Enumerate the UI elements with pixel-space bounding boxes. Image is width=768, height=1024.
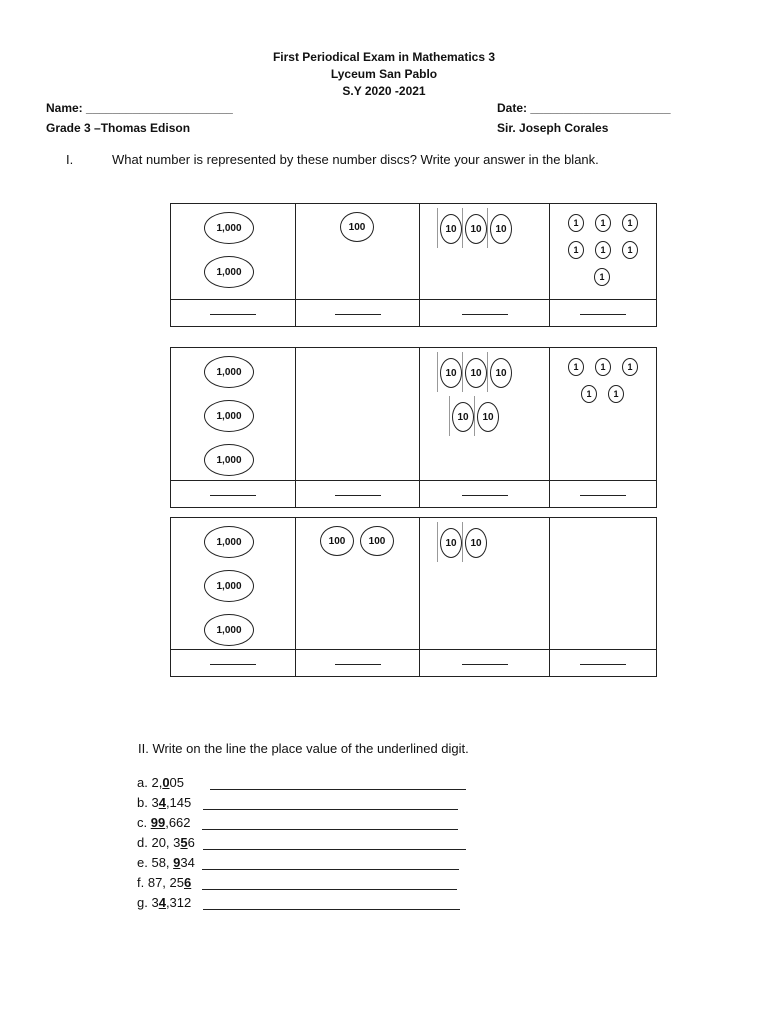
disc-1: 1 [595,241,611,259]
answer-cell-tens[interactable] [420,481,550,508]
answer-cell-tens[interactable] [420,300,550,327]
disc-table-1 [170,203,657,327]
disc-1: 1 [595,214,611,232]
disc-10: 10 [452,402,474,432]
disc-divider [437,522,438,562]
answer-line[interactable] [203,849,466,850]
underlined-digit: 99 [150,815,166,830]
answer-blank[interactable] [335,495,381,496]
underlined-digit: 4 [158,895,166,910]
disc-cell-ones [550,518,657,650]
number-prefix: 2, [151,775,163,790]
disc-1: 1 [608,385,624,403]
disc-1000: 1,000 [204,614,254,646]
number-prefix: 87, 25 [147,875,184,890]
item-letter: g. [137,895,152,910]
disc-10: 10 [440,528,462,558]
disc-10: 10 [465,214,487,244]
disc-divider [487,352,488,392]
place-value-item [137,775,184,790]
part2-instruction: II. Write on the line the place value of the underlined digit. [138,741,469,756]
disc-cell-hundreds [296,518,420,650]
answer-line[interactable] [210,789,466,790]
answer-blank[interactable] [335,314,381,315]
underlined-digit: 4 [158,795,166,810]
exam-title: First Periodical Exam in Mathematics 3 [272,50,496,64]
answer-blank[interactable] [335,664,381,665]
disc-cell-tens [420,204,550,300]
disc-cell-thousands [171,348,296,481]
disc-1: 1 [568,241,584,259]
teacher-name: Sir. Joseph Corales [497,121,609,135]
disc-10: 10 [465,528,487,558]
disc-divider [462,352,463,392]
answer-cell-thousands[interactable] [171,650,296,677]
number-suffix: 05 [169,775,185,790]
disc-divider [449,396,450,436]
number-prefix: 3 [151,795,159,810]
disc-1: 1 [622,358,638,376]
name-field: Name: ______________________ [46,101,233,115]
disc-10: 10 [440,358,462,388]
disc-1000: 1,000 [204,526,254,558]
disc-1: 1 [581,385,597,403]
answer-cell-ones[interactable] [550,300,657,327]
disc-cell-tens [420,348,550,481]
disc-cell-ones [550,204,657,300]
underlined-digit: 6 [184,875,192,890]
part1-instruction: What number is represented by these number discs? Write your answer in the blank. [112,152,599,167]
disc-1: 1 [622,214,638,232]
underlined-digit: 0 [162,775,170,790]
place-value-item [137,815,191,830]
answer-blank[interactable] [462,314,508,315]
disc-divider [437,352,438,392]
place-value-item [137,855,195,870]
number-suffix: 34 [180,855,195,870]
answer-cell-thousands[interactable] [171,300,296,327]
disc-1: 1 [568,358,584,376]
disc-cell-hundreds [296,348,420,481]
disc-1: 1 [568,214,584,232]
place-value-item [137,795,191,810]
disc-cell-thousands [171,204,296,300]
answer-blank[interactable] [210,664,256,665]
item-letter: e. [137,855,152,870]
answer-cell-tens[interactable] [420,650,550,677]
number-prefix: 20, 3 [151,835,181,850]
item-letter: d. [137,835,152,850]
answer-cell-thousands[interactable] [171,481,296,508]
place-value-item [137,835,195,850]
disc-divider [462,522,463,562]
item-letter: b. [137,795,152,810]
number-suffix: ,662 [165,815,191,830]
disc-divider [437,208,438,248]
disc-1000: 1,000 [204,400,254,432]
disc-10: 10 [490,214,512,244]
disc-cell-ones [550,348,657,481]
answer-line[interactable] [202,889,457,890]
disc-1: 1 [622,241,638,259]
disc-1000: 1,000 [204,256,254,288]
answer-blank[interactable] [580,495,626,496]
answer-blank[interactable] [462,495,508,496]
item-letter: a. [137,775,152,790]
answer-blank[interactable] [210,495,256,496]
answer-line[interactable] [202,829,458,830]
disc-cell-hundreds [296,204,420,300]
item-letter: c. [137,815,151,830]
answer-cell-hundreds[interactable] [296,481,420,508]
part1-numeral: I. [66,152,74,167]
grade-section: Grade 3 –Thomas Edison [46,121,191,135]
answer-blank[interactable] [580,664,626,665]
number-suffix: ,312 [165,895,192,910]
place-value-item [137,875,191,890]
disc-divider [487,208,488,248]
number-suffix: ,145 [165,795,192,810]
disc-1: 1 [595,358,611,376]
disc-1: 1 [594,268,610,286]
number-suffix: 6 [187,835,195,850]
disc-cell-thousands [171,518,296,650]
school-name: Lyceum San Pablo [330,67,438,81]
disc-10: 10 [477,402,499,432]
date-field: Date: _____________________ [497,101,671,115]
disc-table-3 [170,517,657,677]
disc-1000: 1,000 [204,570,254,602]
answer-cell-ones[interactable] [550,650,657,677]
answer-line[interactable] [203,909,460,910]
disc-10: 10 [490,358,512,388]
disc-100: 100 [360,526,394,556]
number-prefix: 58, [151,855,174,870]
place-value-item [137,895,191,910]
disc-1000: 1,000 [204,356,254,388]
answer-cell-hundreds[interactable] [296,300,420,327]
answer-cell-hundreds[interactable] [296,650,420,677]
number-prefix: 3 [151,895,159,910]
answer-blank[interactable] [210,314,256,315]
disc-1000: 1,000 [204,212,254,244]
disc-1000: 1,000 [204,444,254,476]
disc-divider [474,396,475,436]
disc-table-2 [170,347,657,508]
answer-cell-ones[interactable] [550,481,657,508]
item-letter: f. [137,875,148,890]
disc-10: 10 [465,358,487,388]
school-year: S.Y 2020 -2021 [342,84,426,98]
underlined-digit: 5 [180,835,188,850]
disc-100: 100 [320,526,354,556]
answer-line[interactable] [203,809,458,810]
disc-cell-tens [420,518,550,650]
answer-blank[interactable] [580,314,626,315]
answer-blank[interactable] [462,664,508,665]
disc-divider [462,208,463,248]
disc-10: 10 [440,214,462,244]
answer-line[interactable] [202,869,459,870]
underlined-digit: 9 [173,855,181,870]
disc-100: 100 [340,212,374,242]
